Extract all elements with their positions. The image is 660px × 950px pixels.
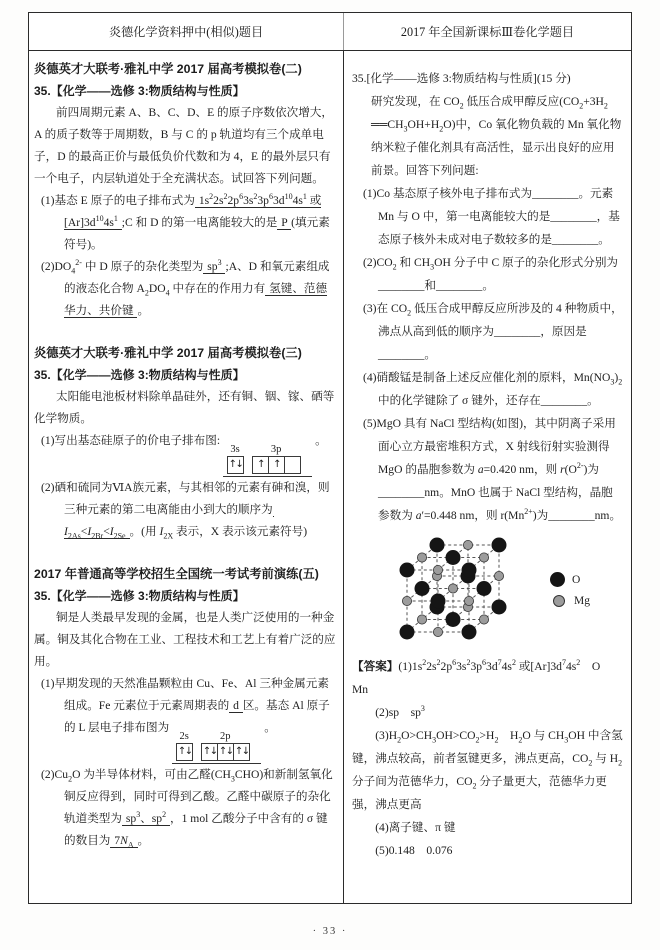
section-pre-exam-drill-5	[34, 563, 336, 852]
item-text: (1)早期发现的天然准晶颗粒由 Cu、Fe、Al 三种金属元素组成。Fe 元素位于元素周期表的 d 区。基态 Al 原子的 L 层电子排布图为	[41, 677, 330, 734]
answer-text: $(1)1s^22s^22p^63s^23p^63d^74s^2$ 或$[Ar]3d^74s^2$ O Mn	[352, 658, 612, 696]
section-heading: 炎德英才大联考·雅礼中学 2017 届高考模拟卷(二)	[34, 62, 302, 76]
header-left-title: 炎德化学资料押中(相似)题目	[29, 13, 344, 50]
question-intro: 前四周期元素 A、B、C、D、E 的原子序数依次增大，A 的质子数等于周期数，B 与 C 的 p 轨道均有三个成单电子，D 的最高正价与最低负价代数和为 4，E 的最外层只有一个电子，内层轨道处于全充满状态。试回答下列问题。	[34, 106, 333, 185]
section-heading: 炎德英才大联考·雅礼中学 2017 届高考模拟卷(三)	[34, 346, 302, 360]
question-item-2: $(2)CO_2$ 和 $CH_3OH$ 分子中 C 原子的杂化形式分别为________和________。	[363, 256, 619, 292]
question-item-2: $(2)DO_4^{2-}$ 中 D 原子的杂化类型为 $sp^3$ ;A、D 和氧元素组成的液态化合物 $A_2DO_4$ 中存在的作用力有 氢键、范德华力、共价键 。	[41, 258, 330, 317]
orbital-diagram-al-L-shell: 2s ↑↓ 2p ↑↓ ↑↓ ↑↓	[172, 731, 261, 764]
orbital-diagram-si-valence: 3s ↑↓ 3p ↑ ↑	[223, 444, 312, 477]
table-header-row	[29, 13, 631, 51]
question-item-1	[34, 673, 336, 764]
question-item-3: (3)在 $CO_2$ 低压合成甲醇反应所涉及的 4 种物质中，沸点从高到低的顺序为________，原因是________。	[363, 302, 623, 361]
legend-entry-mg	[550, 594, 590, 608]
answer-line-1	[352, 655, 624, 701]
section-heading: 2017 年普通高等学校招生全国统一考试考前演练(五)	[34, 567, 319, 581]
crystal-structure-figure	[352, 529, 624, 651]
question-intro: 铜是人类最早发现的金属，也是人类广泛使用的一种金属。铜及其化合物在工业、工程技术和工艺上有着广泛的应用。	[34, 611, 336, 668]
right-column-official-question	[344, 51, 631, 903]
question-item-4: (4)硝酸锰是制备上述反应催化剂的原料，$Mn(NO_3)_2$ 中的化学键除了 σ 键外，还存在________。	[363, 371, 623, 407]
answer-line-2: (2)sp $sp^3$	[375, 704, 425, 719]
question-item-2: $(2)Cu_2O$ 为半导体材料，可由乙醛$(CH_3CHO)$和新制氢氧化铜反应得到，同时可得到乙酸。乙醛中碳原子的杂化轨道类型为 $sp^3$、$sp^2$ ，1 mol 乙酸分子中含有的 σ 键的数目为 $7N_A$ 。	[41, 768, 333, 850]
answer-block	[352, 655, 624, 862]
figure-legend	[550, 572, 590, 608]
question-item-5: (5)MgO 具有 NaCl 型结构(如图)，其中阴离子采用面心立方最密堆积方式，X 射线衍射实验测得 MgO 的晶胞参数为 a=0.420 nm，则 $r(O^{2-})$为________nm。MnO 也属于 NaCl 型结构，晶胞参数为 a′=0.448 nm，则 $r(Mn^{2+})$为________nm。	[363, 417, 622, 522]
o-atom-swatch	[550, 572, 565, 587]
answer-line-3: $(3)H_2O>CH_3OH>CO_2>H_2$ $H_2O$ 与 $CH_3OH$ 中含氢键，沸点较高，前者氢键更多，沸点更高，$CO_2$ 与 $H_2$ 分子间为范德华力，$CO_2$ 分子量更大，范德华力更强，沸点更高	[352, 729, 623, 811]
question-item-1: (1)Co 基态原子核外电子排布式为________。元素 Mn 与 O 中，第一电离能较大的是________，基态原子核外未成对电子数较多的是________。	[363, 187, 620, 246]
mg-atom-swatch	[553, 595, 565, 607]
legend-label-mg: Mg	[574, 595, 590, 607]
section-mock-exam-2	[34, 58, 336, 322]
question-intro: 研究发现，在 $CO_2$ 低压合成甲醇反应($CO_2+3H_2$ $══CH_3OH+H_2O$)中，Co 氧化物负载的 Mn 氧化物纳米粒子催化剂具有高活性，显示出良好的应用前景。回答下列问题:	[371, 95, 622, 177]
page-number: · 33 ·	[312, 926, 348, 937]
question-intro: 太阳能电池板材料除单晶硅外，还有铜、铟、镓、硒等化学物质。	[34, 390, 335, 425]
answer-line-5: (5)0.148 0.076	[375, 844, 453, 857]
header-right-title: 2017 年全国新课标Ⅲ卷化学题目	[400, 25, 575, 39]
section-subheading: 35.【化学——选修 3:物质结构与性质】	[34, 368, 245, 382]
legend-label-o: O	[572, 573, 581, 586]
answer-line-4: (4)离子键、π 键	[375, 821, 456, 834]
section-subheading: 35.【化学——选修 3:物质结构与性质】	[34, 589, 245, 603]
item-text: 。	[315, 434, 327, 447]
legend-entry-o	[550, 572, 590, 587]
item-text: 。	[264, 721, 276, 734]
section-subheading: 35.【化学——选修 3:物质结构与性质】	[34, 84, 245, 98]
left-column-similar-questions	[29, 51, 344, 903]
answer-label: 【答案】	[352, 660, 399, 673]
question-item-2: (2)硒和硫同为ⅥA族元素，与其相邻的元素有砷和溴，则三种元素的第二电离能由小到大的顺序为 $I_{2As}<I_{2Br}<I_{2Se}$ 。(用 $I_{2X}$ 表示，X 表示该元素符号)	[41, 481, 330, 541]
question-item-1	[34, 430, 336, 477]
section-mock-exam-3	[34, 342, 336, 543]
question-title: 35.[化学——选修 3:物质结构与性质](15 分)	[352, 72, 571, 85]
crystal-structure-svg	[386, 529, 538, 651]
question-item-1: (1)基态 E 原子的电子排布式为 $1s^22s^22p^63s^23p^63d^{10}4s^1$ 或$[Ar]3d^{10}4s^1$ ;C 和 D 的第一电离能较大的是 P (填元素符号)。	[41, 192, 330, 251]
exam-comparison-sheet	[28, 12, 632, 904]
item-text: (1)写出基态硅原子的价电子排布图:	[41, 434, 221, 447]
